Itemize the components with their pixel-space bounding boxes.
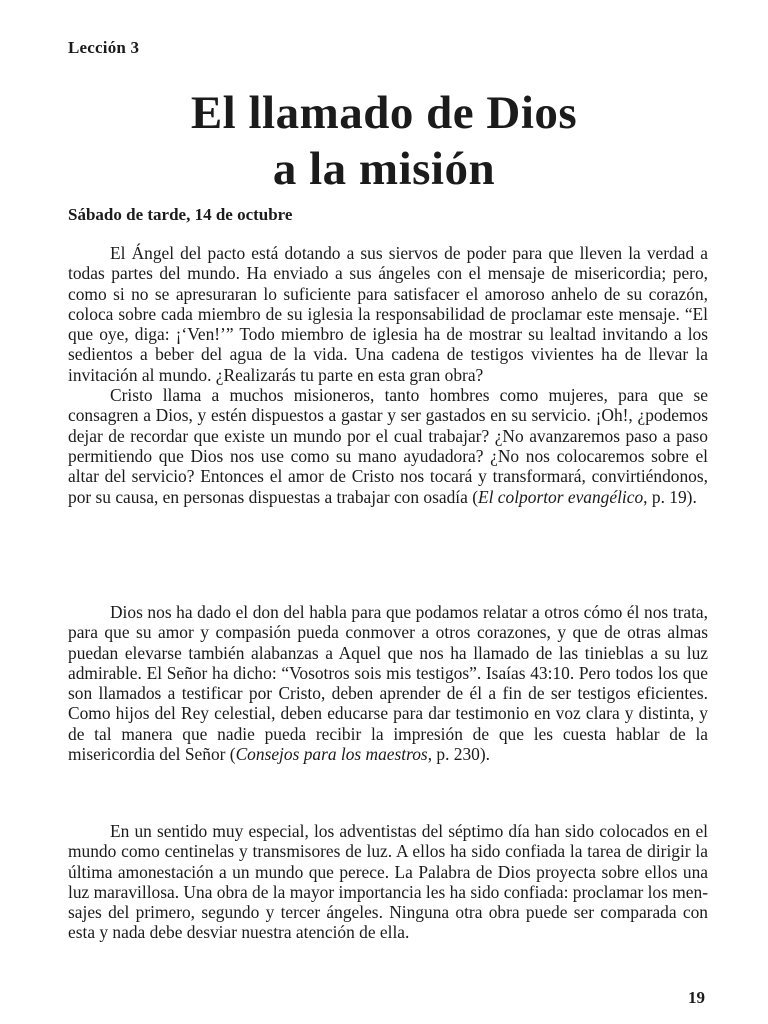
paragraph-text: Dios nos ha dado el don del habla para que podamos relatar a otros cómo él nos trata, para que su amor y compasión pueda conmover a otros corazones, y que de otras almas puedan elevarse también alabanzas a Aquel que nos ha llamado de las tinieblas a su luz admirable. El Señor ha dicho: “Vosotros sois mis testigos”. Isaías 43:10. Pero todos los que son llamados a testificar por Cristo, deben aprender de él a fin de ser testigos eficientes. Como hijos del Rey celestial, deben educarse para dar testimonio en voz clara y distinta, y de tal manera que nadie pueda recibir la impresión de que les cuesta hablar de la misericordia del Señor (: [68, 602, 708, 765]
page-title-line-2: a la misión: [272, 143, 496, 195]
paragraph-text: En un sentido muy especial, los adventistas del séptimo día han sido colocados en el mundo como centinelas y transmisores de luz. A ellos ha sido confiada la tarea de dirigir la última amonestación a un mundo que perece. La Palabra de Dios proyecta sobre ellos una luz maravillosa. Una obra de la mayor importancia les ha sido confiada: proclamar los mensajes del primero, segundo y tercer ángeles. Ninguna otra obra puede ser comparada con esta y nada debe desviar nuestra atención de ella.: [68, 821, 708, 943]
citation-title: El colportor evangélico: [478, 486, 644, 507]
paragraph-text: El Ángel del pacto está dotando a sus siervos de poder para que lleven la verdad a todas partes del mundo. Ha enviado a sus ángeles con el mensaje de misericordia; pero, como si no se apresuraran lo suficiente para satisfacer el amoroso anhelo de su corazón, coloca sobre cada miembro de su iglesia la responsabilidad de proclamar este mensaje. “El que oye, diga: ¡‘Ven!’” Todo miembro de iglesia ha de mostrar su lealtad invitando a los sedientos a beber del agua de la vida. Una cadena de testigos vivientes ha de llevar la invitación al mundo. ¿Realizarás tu parte en esta gran obra?: [68, 243, 708, 385]
paragraph-text: Cristo llama a muchos misioneros, tanto hombres como mujeres, para que se consagren a Dios, y estén dispuestos a gastar y ser gastados en su servicio. ¡Oh!, ¿podemos dejar de recordar que existe un mundo por el cual trabajar? ¿No avanzaremos paso a paso permitiendo que Dios nos use como su mano ayudadora? ¿No nos colocaremos sobre el altar del servicio? Entonces el amor de Cristo nos tocará y transformará, convirtiéndonos, por su causa, en personas dispuestas a trabajar con osadía (: [68, 385, 708, 507]
citation-suffix: , p. 19).: [643, 486, 697, 507]
paragraph-3: [68, 602, 708, 764]
paragraph-1: [68, 243, 708, 385]
page-number: 19: [688, 988, 705, 1007]
lesson-label: Lección 3: [68, 38, 140, 57]
date-heading: Sábado de tarde, 14 de octubre: [68, 205, 293, 224]
citation-suffix: , p. 230).: [427, 744, 491, 765]
body-block-3: [68, 821, 708, 943]
citation-title: Consejos para los maestros: [235, 744, 428, 765]
paragraph-4: [68, 821, 708, 943]
body-block-2: [68, 602, 708, 764]
paragraph-2: [68, 385, 708, 507]
body-block-1: [68, 243, 708, 507]
page-title-line-1: El llamado de Dios: [190, 87, 578, 139]
